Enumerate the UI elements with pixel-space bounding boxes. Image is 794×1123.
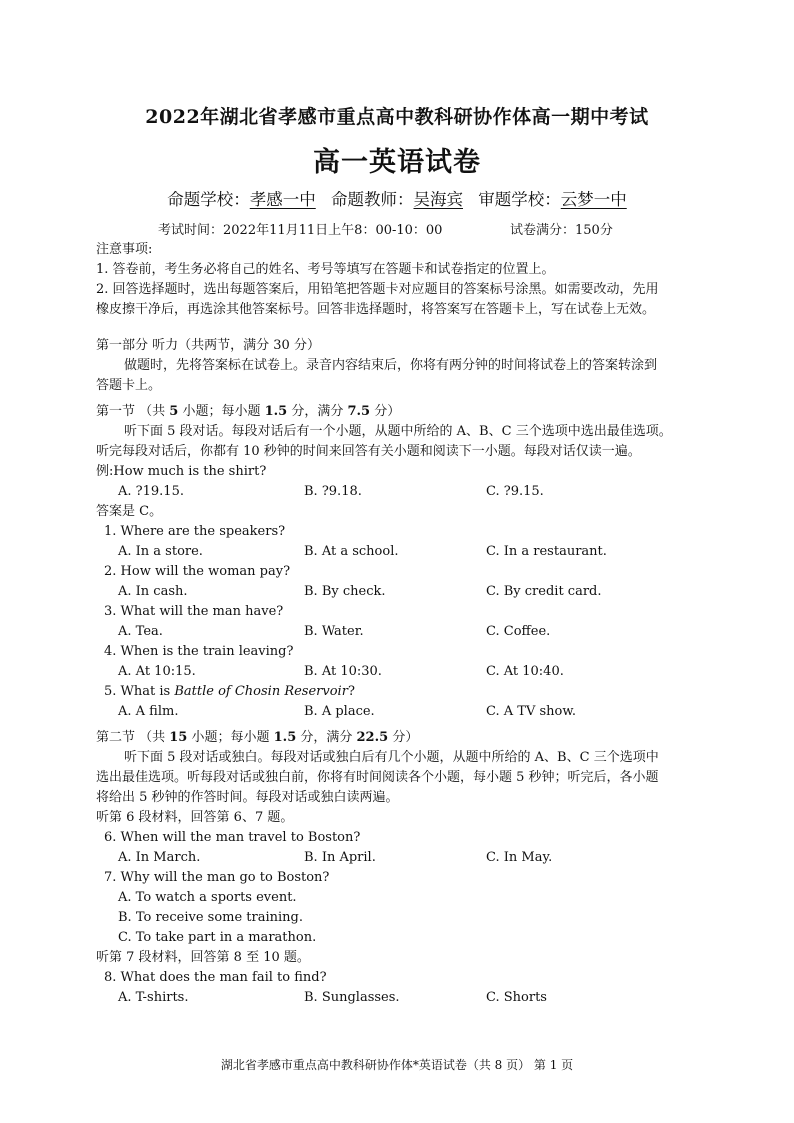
option-a: A. In cash.	[118, 584, 188, 599]
question-3-options	[96, 622, 706, 642]
question-4-options	[96, 662, 706, 682]
option-a: A. In March.	[118, 850, 201, 865]
question-3: 3. What will the man have?	[104, 604, 284, 619]
option-a: A. At 10:15.	[118, 664, 196, 679]
reviewer-label: 审题学校：	[478, 190, 561, 209]
full-score: 试卷满分：150分	[510, 223, 613, 238]
option-b: B. At a school.	[304, 544, 399, 559]
exam-title: 2022年湖北省孝感市重点高中教科研协作体高一期中考试	[145, 106, 649, 128]
option-b: B. Water.	[304, 624, 364, 639]
section1-intro: 听完每段对话后，你都有 10 秒钟的时间来回答有关小题和阅读下一小题。每段对话仅读一遍。	[96, 444, 641, 459]
note-item: 2. 回答选择题时，选出每题答案后，用铅笔把答题卡对应题目的答案标号涂黑。如需要改动，先用	[96, 282, 659, 297]
question-6-options	[96, 848, 706, 868]
option-a: A. To watch a sports event.	[118, 890, 297, 905]
example-options	[96, 482, 706, 502]
option-c: C. To take part in a marathon.	[118, 930, 317, 945]
option-a: A. A film.	[118, 704, 179, 719]
teacher-name: 吴海宾	[413, 190, 463, 209]
example-answer: 答案是 C。	[96, 504, 163, 519]
question-5: 5. What is Battle of Chosin Reservoir?	[104, 684, 355, 699]
option-c: C. ?9.15.	[486, 484, 544, 499]
exam-content	[96, 240, 706, 1008]
question-1: 1. Where are the speakers?	[104, 524, 286, 539]
section2-intro: 选出最佳选项。听每段对话或独白前，你将有时间阅读各个小题，每小题 5 秒钟；听完后，各小题	[96, 770, 659, 785]
exam-time: 考试时间：2022年11月11日上午8：00-10：00	[158, 223, 443, 238]
option-c: C. In a restaurant.	[486, 544, 607, 559]
part1-title: 第一部分 听力（共两节，满分 30 分）	[96, 338, 320, 353]
part1-intro: 答题卡上。	[96, 378, 162, 393]
option-a: A. In a store.	[118, 544, 203, 559]
material-6-heading: 听第 6 段材料，回答第 6、7 题。	[96, 810, 294, 825]
note-item: 橡皮擦干净后，再选涂其他答案标号。回答非选择题时，将答案写在答题卡上，写在试卷上无效。	[96, 302, 656, 317]
teacher-label: 命题教师：	[331, 190, 414, 209]
option-b: B. By check.	[304, 584, 386, 599]
page-footer: 湖北省孝感市重点高中教科研协作体*英语试卷（共 8 页） 第 1 页	[220, 1058, 574, 1072]
option-c: C. By credit card.	[486, 584, 602, 599]
school-name: 孝感一中	[249, 190, 316, 209]
option-b: B. In April.	[304, 850, 376, 865]
question-2-options	[96, 582, 706, 602]
note-item: 1. 答卷前，考生务必将自己的姓名、考号等填写在答题卡和试卷指定的位置上。	[96, 262, 555, 277]
option-a: A. ?19.15.	[118, 484, 184, 499]
question-8-options	[96, 988, 706, 1008]
section2-intro: 将给出 5 秒钟的作答时间。每段对话或独白读两遍。	[96, 790, 399, 805]
option-c: C. Shorts	[486, 990, 547, 1005]
question-5-options	[96, 702, 706, 722]
section1-intro: 听下面 5 段对话。每段对话后有一个小题，从题中所给的 A、B、C 三个选项中选出最佳选项。	[124, 424, 672, 439]
option-b: B. To receive some training.	[118, 910, 304, 925]
school-label: 命题学校：	[167, 190, 250, 209]
question-8: 8. What does the man fail to find?	[104, 970, 327, 985]
section1-title: 第一节 （共 5 小题；每小题 1.5 分，满分 7.5 分）	[96, 404, 401, 419]
option-a: A. T-shirts.	[118, 990, 189, 1005]
option-c: C. At 10:40.	[486, 664, 564, 679]
part1-intro: 做题时，先将答案标在试卷上。录音内容结束后，你将有两分钟的时间将试卷上的答案转涂到	[124, 358, 658, 373]
reviewer-school: 云梦一中	[560, 190, 627, 209]
question-6: 6. When will the man travel to Boston?	[104, 830, 361, 845]
option-b: B. A place.	[304, 704, 375, 719]
question-7: 7. Why will the man go to Boston?	[104, 870, 330, 885]
option-b: B. At 10:30.	[304, 664, 382, 679]
section2-title: 第二节 （共 15 小题；每小题 1.5 分，满分 22.5 分）	[96, 730, 419, 745]
question-2: 2. How will the woman pay?	[104, 564, 291, 579]
option-c: C. A TV show.	[486, 704, 577, 719]
author-line	[0, 186, 794, 210]
subject-title: 高一英语试卷	[313, 147, 481, 178]
question-1-options	[96, 542, 706, 562]
option-c: C. Coffee.	[486, 624, 551, 639]
section2-intro: 听下面 5 段对话或独白。每段对话或独白后有几个小题，从题中所给的 A、B、C 三个选项中	[124, 750, 659, 765]
notes-title: 注意事项:	[96, 242, 153, 257]
option-c: C. In May.	[486, 850, 553, 865]
option-a: A. Tea.	[118, 624, 163, 639]
question-4: 4. When is the train leaving?	[104, 644, 294, 659]
example-question: 例:How much is the shirt?	[96, 464, 267, 479]
material-7-heading: 听第 7 段材料，回答第 8 至 10 题。	[96, 950, 310, 965]
option-b: B. ?9.18.	[304, 484, 362, 499]
option-b: B. Sunglasses.	[304, 990, 400, 1005]
